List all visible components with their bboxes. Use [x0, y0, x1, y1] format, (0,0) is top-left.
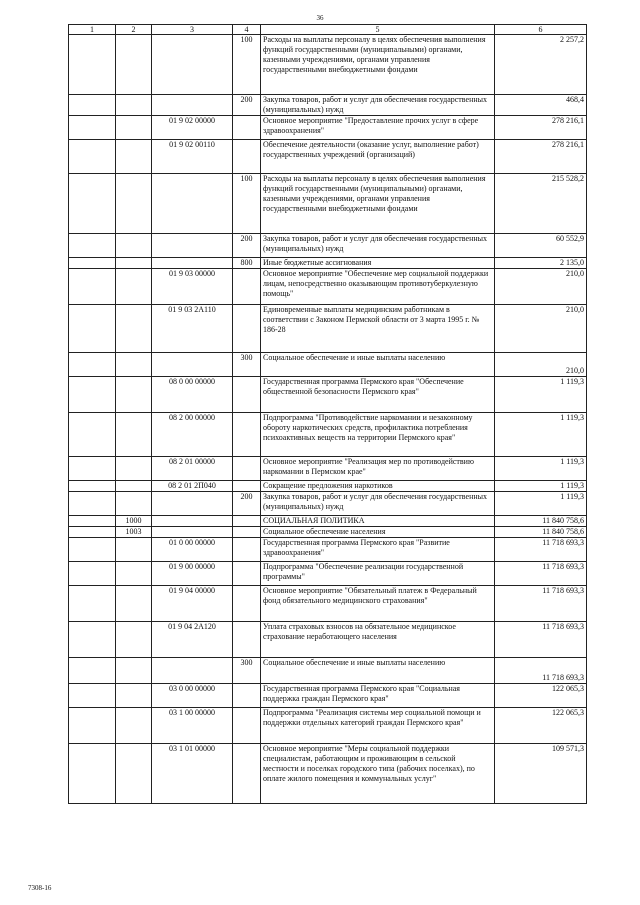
cell-subsection: [116, 586, 152, 622]
cell-amount: 11 718 693,3: [495, 622, 587, 658]
cell-target-article: 01 9 03 2А110: [152, 305, 233, 353]
cell-target-article: 01 9 02 00000: [152, 116, 233, 140]
cell-amount: 11 840 758,6: [495, 527, 587, 538]
cell-section: [69, 658, 116, 684]
cell-description: Подпрограмма "Обеспечение реализации государственной программы": [261, 562, 495, 586]
cell-target-article: [152, 95, 233, 116]
cell-expense-type: [233, 116, 261, 140]
header-col-5: 5: [261, 25, 495, 35]
cell-amount: 60 552,9: [495, 234, 587, 258]
cell-target-article: 08 2 01 00000: [152, 457, 233, 481]
cell-amount: 468,4: [495, 95, 587, 116]
cell-section: [69, 35, 116, 95]
cell-section: [69, 377, 116, 413]
cell-section: [69, 95, 116, 116]
cell-amount: 122 065,3: [495, 708, 587, 744]
cell-description: Сокращение предложения наркотиков: [261, 481, 495, 492]
cell-subsection: [116, 95, 152, 116]
cell-description: Расходы на выплаты персоналу в целях обеспечения выполнения функций государственными (муниципальными) органами, казенными учреждениями, органами управления государственными внебюджетными фондами: [261, 174, 495, 234]
cell-amount: 1 119,3: [495, 377, 587, 413]
cell-subsection: [116, 269, 152, 305]
table-row: [69, 516, 587, 527]
cell-description: Иные бюджетные ассигнования: [261, 258, 495, 269]
cell-description: Социальное обеспечение и иные выплаты населению: [261, 353, 495, 377]
table-row: [69, 538, 587, 562]
cell-description: Единовременные выплаты медицинским работникам в соответствии с Законом Пермской области от 3 марта 1995 г. № 186-28: [261, 305, 495, 353]
page-number: 36: [316, 14, 324, 22]
cell-description: Расходы на выплаты персоналу в целях обеспечения выполнения функций государственными (муниципальными) органами, казенными учреждениями, органами управления государственными внебюджетными фондами: [261, 35, 495, 95]
cell-subsection: [116, 622, 152, 658]
cell-description: Закупка товаров, работ и услуг для обеспечения государственных (муниципальных) нужд: [261, 95, 495, 116]
cell-expense-type: [233, 413, 261, 457]
header-col-6: 6: [495, 25, 587, 35]
table-row: [69, 586, 587, 622]
cell-amount: 1 119,3: [495, 481, 587, 492]
cell-description: Социальное обеспечение и иные выплаты населению: [261, 658, 495, 684]
cell-section: [69, 708, 116, 744]
cell-section: [69, 116, 116, 140]
cell-section: [69, 353, 116, 377]
cell-target-article: [152, 353, 233, 377]
cell-subsection: [116, 234, 152, 258]
cell-target-article: 01 9 04 2А120: [152, 622, 233, 658]
cell-section: [69, 234, 116, 258]
table-row: [69, 353, 587, 377]
cell-subsection: 1000: [116, 516, 152, 527]
cell-subsection: [116, 708, 152, 744]
cell-description: Основное мероприятие "Обеспечение мер социальной поддержки лицам, непосредственно оказывающим противотуберкулезную помощь": [261, 269, 495, 305]
table-row: [69, 457, 587, 481]
table-row: [69, 744, 587, 804]
cell-amount: 1 119,3: [495, 413, 587, 457]
cell-section: [69, 586, 116, 622]
table-row: [69, 708, 587, 744]
cell-expense-type: 200: [233, 95, 261, 116]
cell-expense-type: [233, 527, 261, 538]
cell-subsection: [116, 658, 152, 684]
header-col-1: 1: [69, 25, 116, 35]
cell-target-article: 03 1 01 00000: [152, 744, 233, 804]
cell-subsection: [116, 353, 152, 377]
cell-description: Основное мероприятие "Предоставление прочих услуг в сфере здравоохранения": [261, 116, 495, 140]
table-row: [69, 140, 587, 174]
cell-description: Подпрограмма "Реализация системы мер социальной помощи и поддержки отдельных категорий граждан Пермского края": [261, 708, 495, 744]
cell-target-article: [152, 35, 233, 95]
cell-amount: 210,0: [495, 269, 587, 305]
cell-target-article: [152, 258, 233, 269]
table-row: [69, 116, 587, 140]
cell-amount: 11 840 758,6: [495, 516, 587, 527]
cell-amount: 1 119,3: [495, 457, 587, 481]
header-col-4: 4: [233, 25, 261, 35]
cell-expense-type: 200: [233, 492, 261, 516]
table-row: [69, 174, 587, 234]
cell-amount: 215 528,2: [495, 174, 587, 234]
table-row: [69, 95, 587, 116]
table-row: [69, 658, 587, 684]
cell-description: Государственная программа Пермского края "Обеспечение общественной безопасности Пермского края": [261, 377, 495, 413]
cell-description: Закупка товаров, работ и услуг для обеспечения государственных (муниципальных) нужд: [261, 234, 495, 258]
header-col-3: 3: [152, 25, 233, 35]
cell-section: [69, 174, 116, 234]
cell-subsection: [116, 481, 152, 492]
table-row: [69, 492, 587, 516]
cell-subsection: [116, 562, 152, 586]
cell-amount: 1 119,3: [495, 492, 587, 516]
cell-target-article: [152, 234, 233, 258]
cell-amount: 11 718 693,3: [495, 538, 587, 562]
cell-target-article: [152, 516, 233, 527]
cell-amount: 11 718 693,3: [495, 562, 587, 586]
cell-target-article: 01 9 00 00000: [152, 562, 233, 586]
cell-subsection: 1003: [116, 527, 152, 538]
cell-subsection: [116, 305, 152, 353]
cell-expense-type: [233, 684, 261, 708]
cell-description: Основное мероприятие "Обязательный платеж в Федеральный фонд обязательного медицинского страхования": [261, 586, 495, 622]
table-row: [69, 305, 587, 353]
cell-section: [69, 538, 116, 562]
cell-expense-type: [233, 538, 261, 562]
cell-section: [69, 481, 116, 492]
cell-section: [69, 527, 116, 538]
table-row: [69, 527, 587, 538]
table-row: [69, 234, 587, 258]
table-row: [69, 258, 587, 269]
cell-section: [69, 744, 116, 804]
cell-expense-type: 800: [233, 258, 261, 269]
header-col-2: 2: [116, 25, 152, 35]
cell-amount: 278 216,1: [495, 140, 587, 174]
table-row: [69, 269, 587, 305]
cell-subsection: [116, 413, 152, 457]
cell-expense-type: 100: [233, 174, 261, 234]
cell-target-article: 03 1 00 00000: [152, 708, 233, 744]
cell-expense-type: [233, 305, 261, 353]
cell-section: [69, 492, 116, 516]
table-row: [69, 622, 587, 658]
cell-section: [69, 622, 116, 658]
cell-subsection: [116, 116, 152, 140]
cell-target-article: 01 9 02 00110: [152, 140, 233, 174]
cell-target-article: [152, 527, 233, 538]
cell-subsection: [116, 174, 152, 234]
cell-target-article: 08 0 00 00000: [152, 377, 233, 413]
cell-description: Социальное обеспечение населения: [261, 527, 495, 538]
cell-target-article: 01 9 04 00000: [152, 586, 233, 622]
document-code: 7308-16: [28, 884, 52, 892]
cell-description: Обеспечение деятельности (оказание услуг, выполнение работ) государственных учреждений (организаций): [261, 140, 495, 174]
cell-subsection: [116, 457, 152, 481]
cell-subsection: [116, 35, 152, 95]
cell-target-article: [152, 174, 233, 234]
cell-description: Уплата страховых взносов на обязательное медицинское страхование неработающего населения: [261, 622, 495, 658]
cell-target-article: [152, 492, 233, 516]
cell-subsection: [116, 538, 152, 562]
table-row: [69, 377, 587, 413]
cell-expense-type: 300: [233, 353, 261, 377]
cell-subsection: [116, 140, 152, 174]
cell-section: [69, 140, 116, 174]
cell-expense-type: [233, 269, 261, 305]
cell-section: [69, 684, 116, 708]
cell-amount: 278 216,1: [495, 116, 587, 140]
cell-amount: 2 257,2: [495, 35, 587, 95]
cell-expense-type: [233, 377, 261, 413]
cell-expense-type: [233, 744, 261, 804]
table-row: [69, 413, 587, 457]
cell-section: [69, 562, 116, 586]
cell-amount: 210,0: [495, 305, 587, 353]
cell-subsection: [116, 258, 152, 269]
cell-expense-type: [233, 622, 261, 658]
cell-expense-type: [233, 481, 261, 492]
table-row: [69, 684, 587, 708]
cell-target-article: 01 9 03 00000: [152, 269, 233, 305]
cell-section: [69, 269, 116, 305]
cell-amount: 11 718 693,3: [495, 586, 587, 622]
cell-description: Государственная программа Пермского края "Социальная поддержка граждан Пермского края": [261, 684, 495, 708]
cell-expense-type: [233, 457, 261, 481]
cell-section: [69, 516, 116, 527]
cell-subsection: [116, 377, 152, 413]
cell-target-article: 03 0 00 00000: [152, 684, 233, 708]
cell-amount: 109 571,3: [495, 744, 587, 804]
cell-description: СОЦИАЛЬНАЯ ПОЛИТИКА: [261, 516, 495, 527]
cell-subsection: [116, 684, 152, 708]
cell-section: [69, 413, 116, 457]
header-row: [69, 25, 587, 35]
cell-amount: 11 718 693,3: [495, 658, 587, 684]
cell-description: Государственная программа Пермского края "Развитие здравоохранения": [261, 538, 495, 562]
cell-expense-type: [233, 516, 261, 527]
cell-description: Основное мероприятие "Реализация мер по противодействию наркомании в Пермском крае": [261, 457, 495, 481]
cell-subsection: [116, 492, 152, 516]
cell-target-article: [152, 658, 233, 684]
cell-description: Закупка товаров, работ и услуг для обеспечения государственных (муниципальных) нужд: [261, 492, 495, 516]
table-row: [69, 35, 587, 95]
cell-amount: 2 135,0: [495, 258, 587, 269]
cell-expense-type: 300: [233, 658, 261, 684]
cell-subsection: [116, 744, 152, 804]
cell-expense-type: 200: [233, 234, 261, 258]
budget-table: [68, 24, 587, 804]
cell-section: [69, 258, 116, 269]
cell-target-article: 08 2 00 00000: [152, 413, 233, 457]
cell-amount: 122 065,3: [495, 684, 587, 708]
cell-expense-type: [233, 708, 261, 744]
cell-target-article: 08 2 01 2П040: [152, 481, 233, 492]
table-row: [69, 562, 587, 586]
cell-section: [69, 305, 116, 353]
cell-expense-type: [233, 562, 261, 586]
cell-description: Основное мероприятие "Меры социальной поддержки специалистам, работающим и проживающим в сельской местности и поселках городского типа (рабочих поселках), по оплате жилого помещения и коммунальных услуг": [261, 744, 495, 804]
cell-amount: 210,0: [495, 353, 587, 377]
cell-expense-type: [233, 140, 261, 174]
table-row: [69, 481, 587, 492]
cell-expense-type: 100: [233, 35, 261, 95]
cell-target-article: 01 0 00 00000: [152, 538, 233, 562]
cell-expense-type: [233, 586, 261, 622]
cell-description: Подпрограмма "Противодействие наркомании и незаконному обороту наркотических средств, профилактика потребления психоактивных веществ на территории Пермского края": [261, 413, 495, 457]
cell-section: [69, 457, 116, 481]
